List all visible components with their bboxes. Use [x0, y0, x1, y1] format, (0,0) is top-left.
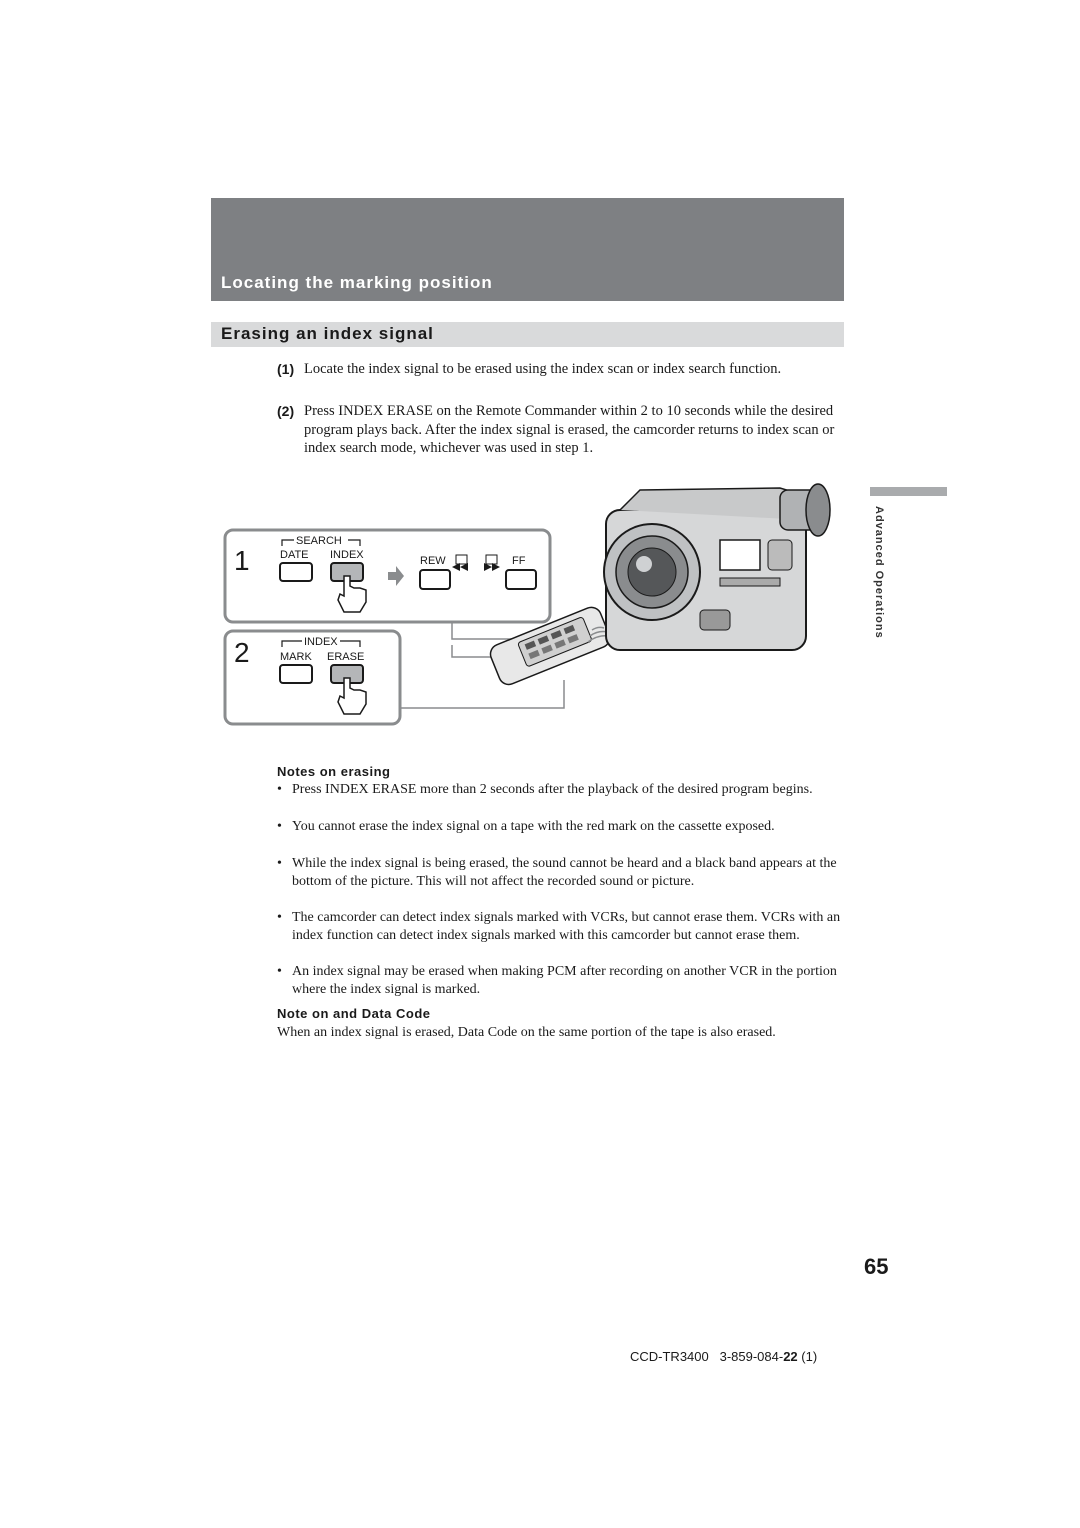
date-button	[280, 563, 312, 581]
list-item-text: You cannot erase the index signal on a tape with the red mark on the cassette exposed.	[292, 819, 775, 834]
footer-code-bold: 22	[783, 1349, 798, 1364]
bullet-icon: •	[277, 819, 282, 834]
list-item-text: An index signal may be erased when making PCM after recording on another VCR in the portion where the index signal is marked.	[292, 964, 837, 997]
camcorder-icon	[604, 484, 830, 650]
mark-button	[280, 665, 312, 683]
bullet-icon: •	[277, 910, 282, 925]
footer-code-suffix: (1)	[797, 1349, 818, 1364]
page-number: 65	[864, 1254, 889, 1279]
list-item-text: Press INDEX ERASE more than 2 seconds after the playback of the desired program begins.	[292, 782, 813, 797]
note-data-code-text: When an index signal is erased, Data Code on the same portion of the tape is also erased.	[277, 1025, 776, 1040]
index-group-label: INDEX	[304, 636, 338, 648]
index-label: INDEX	[330, 549, 364, 561]
bullet-icon: •	[277, 856, 282, 871]
date-label: DATE	[280, 549, 309, 561]
step-number: (2)	[277, 403, 295, 419]
footer-model: CCD-TR3400	[630, 1349, 709, 1364]
list-item	[277, 818, 844, 854]
step-text: Press INDEX ERASE on the Remote Commander within 2 to 10 seconds while the desired program plays back. After the index signal is erased, the camcorder returns to index scan or index search mode, whichever was used in step 1.	[304, 403, 835, 456]
mark-label: MARK	[280, 651, 312, 663]
section-tab-label: Advanced Operations	[873, 506, 885, 639]
step1-panel	[225, 530, 550, 622]
ff-button	[506, 570, 536, 589]
step-2	[277, 402, 849, 458]
illustration	[220, 480, 860, 730]
step1-number: 1	[234, 545, 250, 576]
notes-heading: Notes on erasing	[277, 764, 391, 779]
search-label: SEARCH	[296, 535, 342, 547]
list-item-text: While the index signal is being erased, the sound cannot be heard and a black band appears at the bottom of the picture. This will not affect the recorded sound or picture.	[292, 856, 837, 889]
bullet-icon: •	[277, 964, 282, 979]
step-number: (1)	[277, 361, 295, 377]
list-item	[277, 855, 844, 909]
list-item	[277, 909, 844, 963]
step-1	[277, 360, 849, 398]
bullet-icon: •	[277, 782, 282, 797]
step-text: Locate the index signal to be erased using the index scan or index search function.	[304, 361, 782, 377]
footer-code-prefix: 3-859-084-	[719, 1349, 784, 1364]
list-item	[277, 963, 844, 999]
ff-label: FF	[512, 555, 526, 567]
list-item	[277, 781, 844, 817]
step2-number: 2	[234, 637, 250, 668]
footer	[630, 1349, 817, 1364]
page-title: Locating the marking position	[221, 273, 493, 292]
list-item-text: The camcorder can detect index signals marked with VCRs, but cannot erase them. VCRs with an index function can detect index signals marked with this camcorder but cannot erase them.	[292, 910, 841, 943]
rew-button	[420, 570, 450, 589]
rew-label: REW	[420, 555, 446, 567]
section-title: Erasing an index signal	[221, 324, 434, 343]
note-data-code-heading: Note on and Data Code	[277, 1006, 431, 1021]
erase-label: ERASE	[327, 651, 365, 663]
section-tab-bar	[870, 487, 947, 496]
